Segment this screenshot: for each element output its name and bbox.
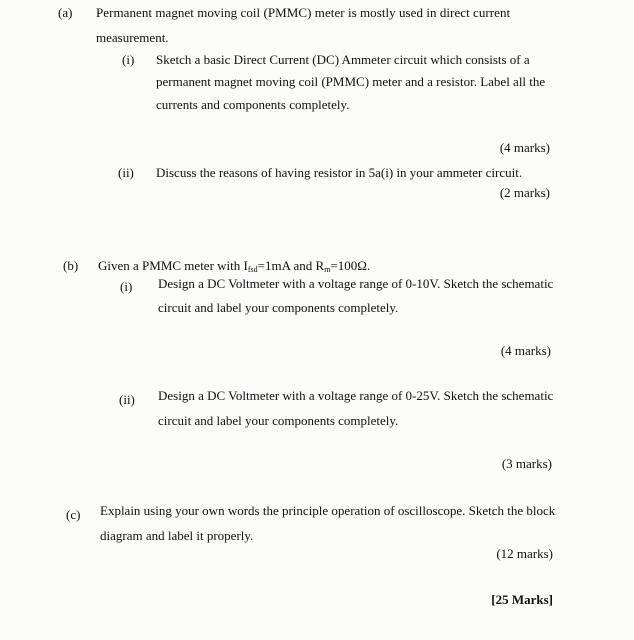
question-a-ii-text: Discuss the reasons of having resistor in 5a(i) in your ammeter circuit.: [156, 165, 523, 180]
question-c-text-line1: Explain using your own words the principle operation of oscilloscope. Sketch the block: [100, 503, 556, 518]
question-a-i-text-line2: permanent magnet moving coil (PMMC) meter and a resistor. Label all the: [156, 74, 546, 89]
question-a-text-line2: measurement.: [96, 30, 169, 45]
question-a-ii-marks: (2 marks): [499, 185, 550, 200]
question-a-i-marks: (4 marks): [499, 140, 550, 155]
question-b-label: (b): [63, 258, 79, 273]
question-b-i-text-line2: circuit and label your components completely.: [158, 300, 399, 315]
question-a-label: (a): [58, 5, 73, 20]
question-a-i-text-line3: currents and components completely.: [156, 97, 350, 112]
question-c-text-line2: diagram and label it properly.: [100, 528, 254, 543]
question-a-text-line1: Permanent magnet moving coil (PMMC) meter is mostly used in direct current: [96, 5, 511, 20]
question-b-i-label: (i): [120, 279, 133, 294]
question-b-ii-marks: (3 marks): [501, 456, 552, 471]
question-b-intro: Given a PMMC meter with $I_{fsd}=1mA$ and $R_m=100\Omega$.: [98, 258, 371, 274]
question-b-ii-text-line1: Design a DC Voltmeter with a voltage range of 0-25V. Sketch the schematic: [158, 388, 554, 403]
question-b-i-marks: (4 marks): [500, 343, 551, 358]
question-a-i-label: (i): [122, 52, 135, 67]
question-a-ii-label: (ii): [118, 165, 134, 180]
total-marks: [25 Marks]: [491, 592, 553, 607]
question-c-marks: (12 marks): [496, 546, 553, 561]
question-a-i-text-line1: Sketch a basic Direct Current (DC) Ammeter circuit which consists of a: [156, 52, 530, 67]
question-b-ii-label: (ii): [119, 392, 135, 407]
question-c-label: (c): [66, 507, 81, 522]
question-b-i-text-line1: Design a DC Voltmeter with a voltage range of 0-10V. Sketch the schematic: [158, 276, 554, 291]
question-b-ii-text-line2: circuit and label your components completely.: [158, 413, 399, 428]
